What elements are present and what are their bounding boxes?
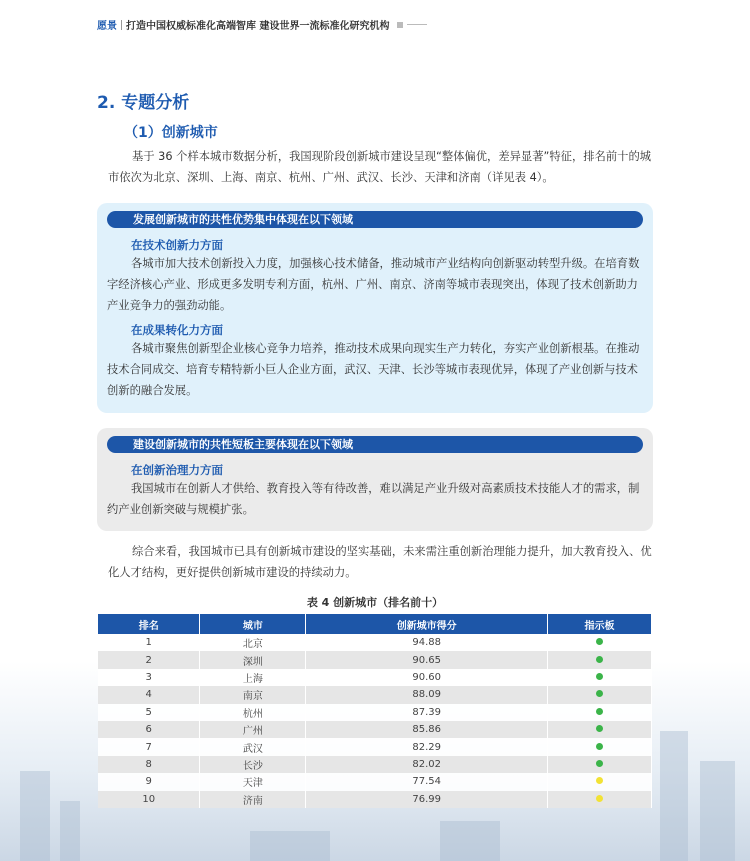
rank-cell: 6 — [98, 721, 200, 738]
rank-cell: 3 — [98, 669, 200, 686]
score-cell: 76.99 — [306, 791, 548, 808]
advantages-box — [97, 203, 653, 413]
advantage-heading: 在技术创新力方面 — [131, 238, 223, 252]
header-divider — [121, 20, 122, 30]
city-cell: 南京 — [200, 686, 306, 703]
intro-paragraph: 基于 36 个样本城市数据分析，我国现阶段创新城市建设呈现“整体偏优，差异显著”特征，排名前十的城市依次为北京、深圳、上海、南京、杭州、广州、武汉、长沙、天津和济南（详见表 4）。 — [108, 150, 652, 184]
city-cell: 深圳 — [200, 651, 306, 668]
column-header-city: 城市 — [200, 614, 306, 634]
table-row — [98, 791, 652, 808]
column-header-rank: 排名 — [98, 614, 200, 634]
advantage-text: 各城市加大技术创新投入力度，加强核心技术储备，推动城市产业结构向创新驱动转型升级。在培育数字经济核心产业、形成更多发明专利方面，杭州、广州、南京、济南等城市表现突出，体现了技术创新助力产业竞争力的强劲动能。 — [107, 257, 640, 312]
indicator-cell — [548, 721, 652, 738]
indicator-dot-icon — [596, 708, 603, 715]
city-cell: 天津 — [200, 773, 306, 790]
table-caption: 表 4 创新城市（排名前十） — [306, 596, 444, 609]
indicator-cell — [548, 756, 652, 773]
section-title: 2. 专题分析 — [97, 93, 190, 113]
rank-cell: 9 — [98, 773, 200, 790]
city-cell: 济南 — [200, 791, 306, 808]
indicator-cell — [548, 669, 652, 686]
column-header-score: 创新城市得分 — [306, 614, 548, 634]
city-cell: 杭州 — [200, 704, 306, 721]
header-brand: 愿景 — [97, 21, 117, 32]
weaknesses-box — [97, 428, 653, 531]
rank-cell: 4 — [98, 686, 200, 703]
indicator-dot-icon — [596, 656, 603, 663]
city-cell: 长沙 — [200, 756, 306, 773]
conclusion-paragraph: 综合来看，我国城市已具有创新城市建设的坚实基础，未来需注重创新治理能力提升，加大教育投入、优化人才结构，更好提供创新城市建设的持续动力。 — [108, 545, 652, 579]
table-row — [98, 686, 652, 703]
indicator-cell — [548, 738, 652, 755]
table-row — [98, 704, 652, 721]
rank-cell: 2 — [98, 651, 200, 668]
table-row — [98, 756, 652, 773]
rank-cell: 1 — [98, 634, 200, 651]
indicator-dot-icon — [596, 638, 603, 645]
rank-cell: 5 — [98, 704, 200, 721]
header-slogan: 打造中国权威标准化高端智库 建设世界一流标准化研究机构 — [126, 21, 390, 32]
weakness-heading: 在创新治理力方面 — [131, 463, 223, 477]
table-row — [98, 721, 652, 738]
indicator-dot-icon — [596, 795, 603, 802]
table-row — [98, 738, 652, 755]
indicator-cell — [548, 704, 652, 721]
weakness-text: 我国城市在创新人才供给、教育投入等有待改善，难以满足产业升级对高素质技术技能人才的需求，制约产业创新突破与规模扩张。 — [107, 482, 640, 516]
table-row — [98, 773, 652, 790]
score-cell: 90.65 — [306, 651, 548, 668]
advantage-text: 各城市聚焦创新型企业核心竞争力培养，推动技术成果向现实生产力转化，夯实产业创新根基。在推动技术合同成交、培育专精特新小巨人企业方面，武汉、天津、长沙等城市表现优异，体现了产业创新与技术创新的融合发展。 — [107, 342, 640, 397]
indicator-cell — [548, 651, 652, 668]
indicator-cell — [548, 773, 652, 790]
indicator-cell — [548, 634, 652, 651]
indicator-dot-icon — [596, 725, 603, 732]
indicator-cell — [548, 686, 652, 703]
score-cell: 77.54 — [306, 773, 548, 790]
rank-cell: 8 — [98, 756, 200, 773]
subsection-title: （1）创新城市 — [124, 125, 218, 141]
city-cell: 上海 — [200, 669, 306, 686]
table-row — [98, 651, 652, 668]
header-line-decoration — [407, 24, 427, 25]
city-cell: 北京 — [200, 634, 306, 651]
advantages-title: 发展创新城市的共性优势集中体现在以下领域 — [107, 211, 643, 228]
score-cell: 82.29 — [306, 738, 548, 755]
indicator-dot-icon — [596, 690, 603, 697]
indicator-dot-icon — [596, 760, 603, 767]
weaknesses-title: 建设创新城市的共性短板主要体现在以下领域 — [107, 436, 643, 453]
score-cell: 88.09 — [306, 686, 548, 703]
city-cell: 广州 — [200, 721, 306, 738]
score-cell: 90.60 — [306, 669, 548, 686]
score-cell: 82.02 — [306, 756, 548, 773]
table-row — [98, 669, 652, 686]
ranking-table — [98, 614, 652, 808]
rank-cell: 7 — [98, 738, 200, 755]
score-cell: 87.39 — [306, 704, 548, 721]
indicator-dot-icon — [596, 777, 603, 784]
table-row — [98, 634, 652, 651]
page-header — [97, 17, 427, 32]
score-cell: 94.88 — [306, 634, 548, 651]
indicator-dot-icon — [596, 743, 603, 750]
rank-cell: 10 — [98, 791, 200, 808]
advantage-heading: 在成果转化力方面 — [131, 323, 223, 337]
indicator-cell — [548, 791, 652, 808]
score-cell: 85.86 — [306, 721, 548, 738]
indicator-dot-icon — [596, 673, 603, 680]
header-square-decoration — [397, 22, 403, 28]
city-cell: 武汉 — [200, 738, 306, 755]
column-header-indicator: 指示板 — [548, 614, 652, 634]
